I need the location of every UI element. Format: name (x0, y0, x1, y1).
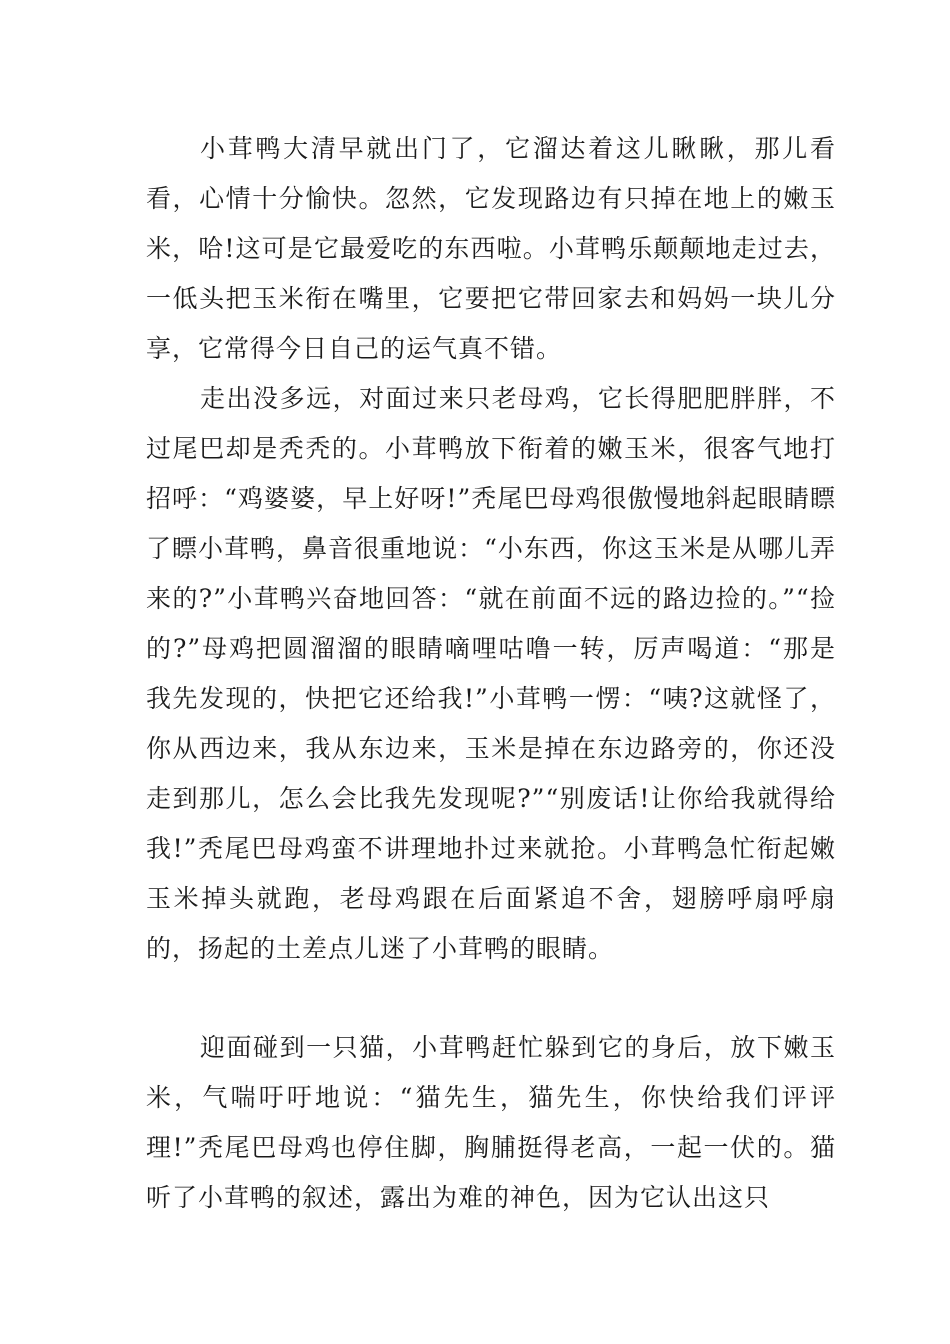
paragraph-1: 小茸鸭大清早就出门了，它溜达着这儿瞅瞅，那儿看看，心情十分愉快。忽然，它发现路边有只掉在地上的嫩玉米，哈!这可是它最爱吃的东西啦。小茸鸭乐颠颠地走过去，一低头把玉米衔在嘴里，它要把它带回家去和妈妈一块儿分享，它常得今日自己的运气真不错。 (146, 134, 836, 363)
paragraph-2: 走出没多远，对面过来只老母鸡，它长得肥肥胖胖，不过尾巴却是秃秃的。小茸鸭放下衔着的嫩玉米，很客气地打招呼：“鸡婆婆，早上好呀!”秃尾巴母鸡很傲慢地斜起眼睛瞟了瞟小茸鸭，鼻音很重地说：“小东西，你这玉米是从哪儿弄来的?”小茸鸭兴奋地回答：“就在前面不远的路边捡的。”“捡的?”母鸡把圆溜溜的眼睛嘀哩咕噜一转，厉声喝道：“那是我先发现的，快把它还给我!”小茸鸭一愣：“咦?这就怪了，你从西边来，我从东边来，玉米是掉在东边路旁的，你还没走到那儿，怎么会比我先发现呢?”“别废话!让你给我就得给我!”秃尾巴母鸡蛮不讲理地扑过来就抢。小茸鸭急忙衔起嫩玉米掉头就跑，老母鸡跟在后面紧追不舍，翅膀呼扇呼扇的，扬起的土差点儿迷了小茸鸭的眼睛。 (146, 384, 836, 963)
paragraph-3: 迎面碰到一只猫，小茸鸭赶忙躲到它的身后，放下嫩玉米，气喘吁吁地说：“猫先生，猫先生，你快给我们评评理!”秃尾巴母鸡也停住脚，胸脯挺得老高，一起一伏的。猫听了小茸鸭的叙述，露出为难的神色，因为它认出这只 (146, 1033, 836, 1212)
